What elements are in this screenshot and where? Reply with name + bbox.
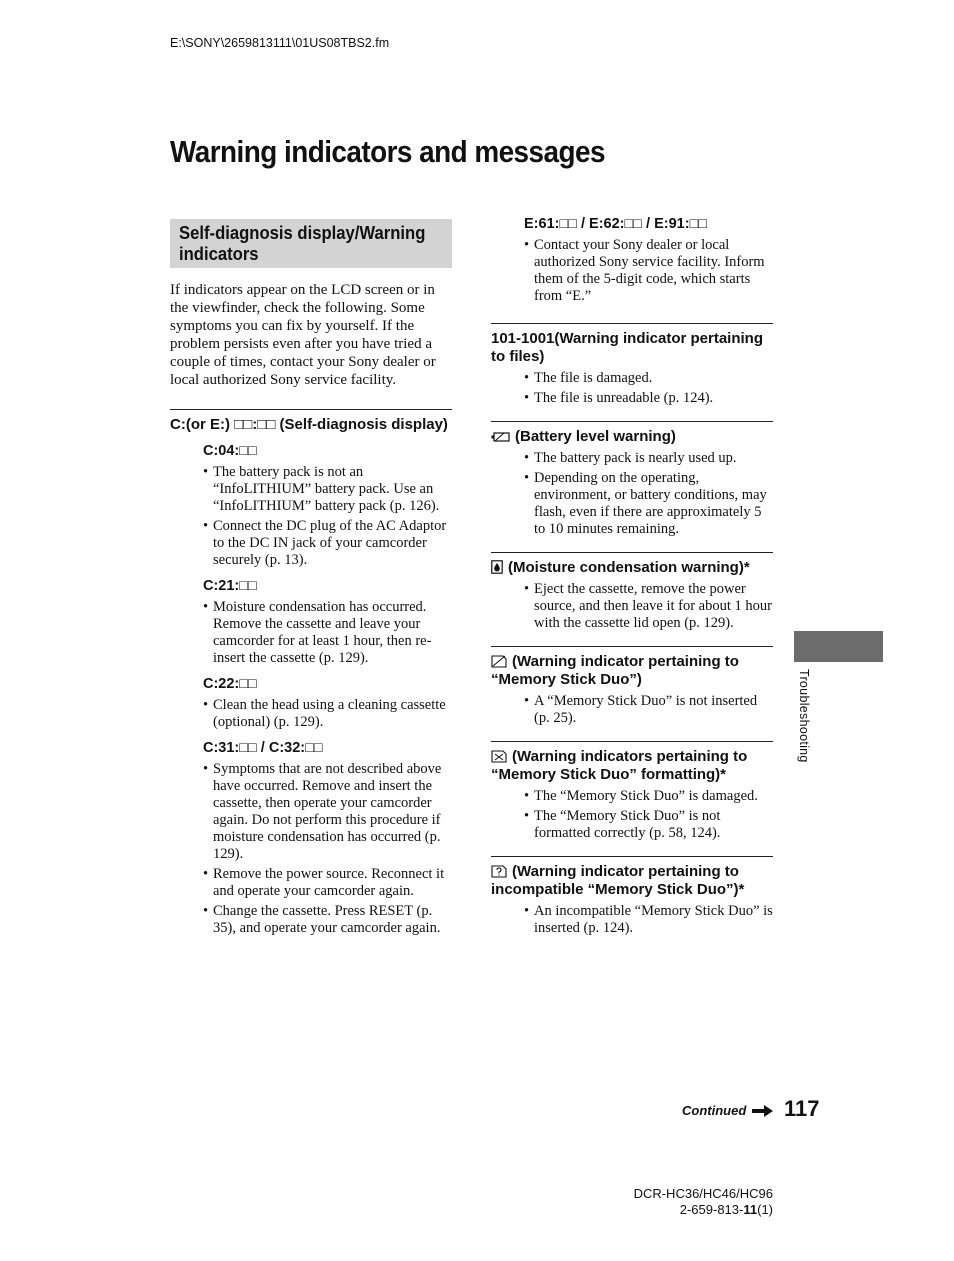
memory-stick-incompatible-icon xyxy=(491,864,507,878)
moisture-warning-heading xyxy=(491,559,773,577)
code-heading: C:21:□□ xyxy=(203,578,257,594)
e-code-heading: E:61:□□ / E:62:□□ / E:91:□□ xyxy=(524,216,708,232)
list-item: • Connect the DC plug of the AC Adaptor to the DC IN jack of your camcorder securely (p. 13). xyxy=(203,518,452,569)
moisture-warning-label: (Moisture condensation warning)* xyxy=(508,559,750,576)
page-title: Warning indicators and messages xyxy=(170,134,605,169)
bullet-list xyxy=(524,370,773,407)
memory-stick-icon xyxy=(491,654,507,668)
list-item: • The “Memory Stick Duo” is damaged. xyxy=(524,788,773,805)
code-heading: C:22:□□ xyxy=(203,676,257,692)
bullet-list xyxy=(203,697,452,731)
memory-stick-format-label: (Warning indicators pertaining to “Memory Stick Duo” formatting)* xyxy=(491,748,748,783)
list-item: • The battery pack is not an “InfoLITHIUM” battery pack. Use an “InfoLITHIUM” battery pack (p. 126). xyxy=(203,464,452,515)
memory-stick-warning-heading xyxy=(491,653,773,689)
right-column xyxy=(491,216,773,940)
bullet-list xyxy=(524,237,773,305)
file-path: E:\SONY\2659813111\01US08TBS2.fm xyxy=(170,36,390,50)
moisture-icon xyxy=(491,560,503,574)
troubleshooting-tab xyxy=(794,631,883,662)
code-heading: C:31:□□ / C:32:□□ xyxy=(203,740,323,756)
selfdiag-heading: C:(or E:) □□:□□ (Self-diagnosis display) xyxy=(170,416,448,433)
list-item: • An incompatible “Memory Stick Duo” is inserted (p. 124). xyxy=(524,903,773,937)
bullet-list xyxy=(524,693,773,727)
arrow-right-icon xyxy=(752,1105,774,1117)
part-number: 2-659-813-11(1) xyxy=(679,1202,773,1217)
model-info xyxy=(600,1186,773,1218)
memory-stick-format-icon xyxy=(491,749,507,763)
list-item: • The file is damaged. xyxy=(524,370,773,387)
bullet-list xyxy=(203,761,452,937)
code-heading: C:04:□□ xyxy=(203,443,257,459)
list-item: • Change the cassette. Press RESET (p. 35), and operate your camcorder again. xyxy=(203,903,452,937)
page-number: 117 xyxy=(784,1096,820,1121)
troubleshooting-label: Troubleshooting xyxy=(797,669,811,763)
bullet-list xyxy=(524,450,773,538)
bullet-list xyxy=(524,788,773,842)
list-item: • Symptoms that are not described above have occurred. Remove and insert the cassette, then operate your camcorder again. Do not perform this procedure if moisture condensation has occurred (p. 129). xyxy=(203,761,452,863)
memory-stick-incompatible-label: (Warning indicator pertaining to incompatible “Memory Stick Duo”)* xyxy=(491,863,745,898)
left-column xyxy=(170,219,452,940)
list-item: • The battery pack is nearly used up. xyxy=(524,450,773,467)
list-item: • A “Memory Stick Duo” is not inserted (p. 25). xyxy=(524,693,773,727)
continued-text: Continued xyxy=(682,1103,747,1118)
bullet-list xyxy=(203,464,452,569)
list-item: • The file is unreadable (p. 124). xyxy=(524,390,773,407)
list-item: • Contact your Sony dealer or local authorized Sony service facility. Inform them of the 5-digit code, which starts from “E.” xyxy=(524,237,773,305)
battery-warning-heading xyxy=(491,428,773,446)
battery-icon xyxy=(491,431,510,443)
bullet-list xyxy=(524,903,773,937)
list-item: • Remove the power source. Reconnect it and operate your camcorder again. xyxy=(203,866,452,900)
model-number: DCR-HC36/HC46/HC96 xyxy=(633,1186,773,1201)
memory-stick-format-heading xyxy=(491,748,773,784)
intro-paragraph: If indicators appear on the LCD screen or in the viewfinder, check the following. Some symptoms you can fix by yourself. If the problem persists even after you have tried a couple of times, contact your Sony dealer or local authorized Sony service facility. xyxy=(170,282,436,388)
list-item: • Eject the cassette, remove the power source, and then leave it for about 1 hour with the cassette lid open (p. 129). xyxy=(524,581,773,632)
battery-warning-label: (Battery level warning) xyxy=(515,428,676,445)
bullet-list xyxy=(203,599,452,667)
memory-stick-incompatible-heading xyxy=(491,863,773,899)
continued-label xyxy=(682,1103,774,1118)
section-title: Self-diagnosis display/Warning indicators xyxy=(179,222,426,264)
bullet-list xyxy=(524,581,773,632)
list-item: • Depending on the operating, environment, or battery conditions, may flash, even if there are approximately 5 to 10 minutes remaining. xyxy=(524,470,773,538)
files-warning-heading: 101-1001(Warning indicator pertaining to files) xyxy=(491,330,763,365)
list-item: • Moisture condensation has occurred. Remove the cassette and leave your camcorder for at least 1 hour, then re-insert the cassette (p. 129). xyxy=(203,599,452,667)
list-item: • The “Memory Stick Duo” is not formatted correctly (p. 58, 124). xyxy=(524,808,773,842)
memory-stick-warning-label: (Warning indicator pertaining to “Memory Stick Duo”) xyxy=(491,653,739,688)
list-item: • Clean the head using a cleaning cassette (optional) (p. 129). xyxy=(203,697,452,731)
section-title-box xyxy=(170,219,452,268)
